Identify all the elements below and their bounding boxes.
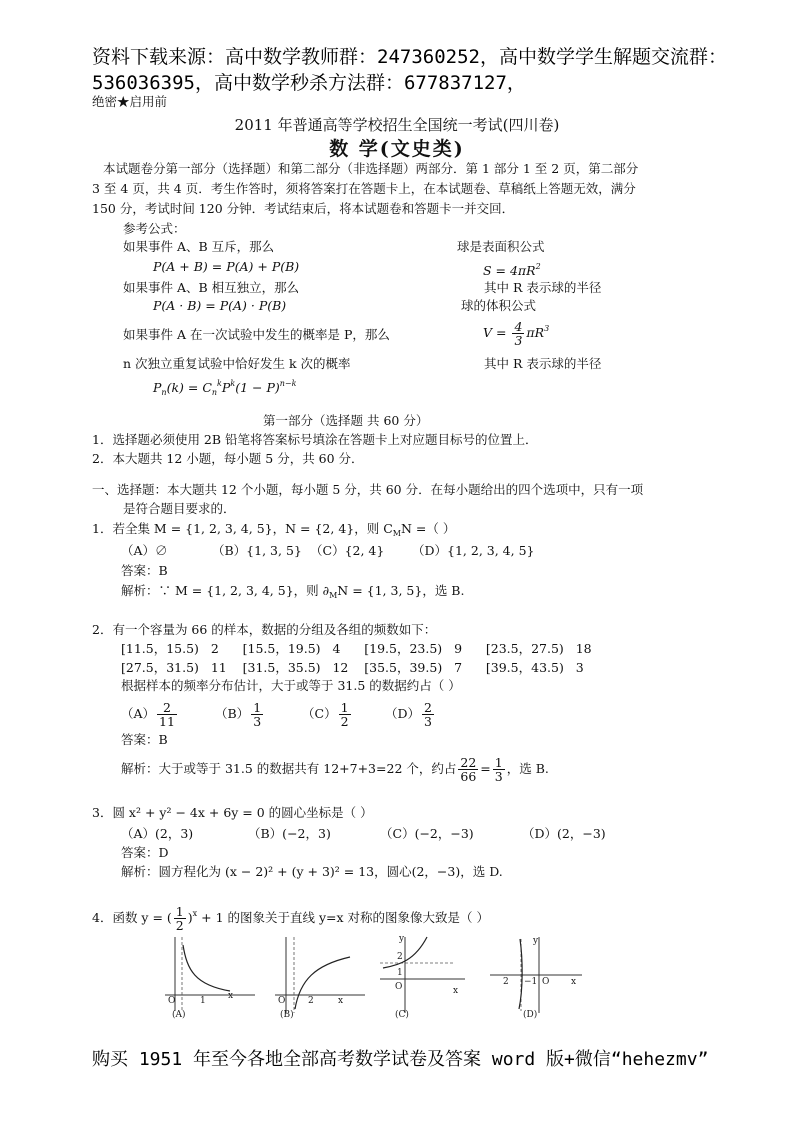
q1-stem: 1．若全集 M = {1, 2, 3, 4, 5}，N = {2, 4}，则 $C_MN$ =（ ）: [92, 521, 456, 538]
q2-option-d: （D） $\frac{2}{3}$: [385, 700, 432, 729]
intro-line-3: 150 分，考试时间 120 分钟．考试结束后，将本试题卷和答题卡一并交回．: [92, 201, 515, 216]
intro-line-1: 本试题卷分第一部分（选择题）和第二部分（非选择题）两部分．第 1 部分 1 至 2 页，第二部分: [103, 161, 639, 176]
q3-answer: 答案：D: [121, 845, 169, 860]
header-line-1: 资料下载来源：高中数学教师群：247360252，高中数学学生解题交流群：: [92, 46, 727, 68]
section-line-2: 是符合题目要求的．: [123, 501, 236, 516]
q1-analysis: 解析：∵ M = {1, 2, 3, 4, 5}，则 $\partial_MN = \{1$, 3, 5}，选 B.: [121, 583, 465, 600]
q2-stem: 2．有一个容量为 66 的样本，数据的分组及各组的频数如下：: [92, 622, 437, 637]
q2-option-c: （C） $\frac{1}{2}$: [302, 700, 349, 729]
q2-option-a: （A） $\frac{2}{11}$: [121, 700, 175, 729]
svg-text:2: 2: [397, 952, 403, 962]
graph-a: [160, 935, 260, 1020]
section-line-1: 一、选择题：本大题共 12 个小题，每小题 5 分，共 60 分．在每小题给出的四个选项中，只有一项: [92, 482, 644, 497]
part1-note-1: 1．选择题必须使用 2B 铅笔将答案标号填涂在答题卡上对应题目标号的位置上．: [92, 432, 538, 447]
q1-answer: 答案：B: [121, 563, 168, 578]
q2-ask: 根据样本的频率分布估计，大于或等于 31.5 的数据约占（ ）: [121, 678, 461, 693]
svg-text:O: O: [395, 982, 403, 992]
graph-b: [270, 935, 370, 1020]
formula-right-4: 其中 R 表示球的半径: [484, 356, 602, 371]
header-line-2: 536036395，高中数学秒杀方法群：677837127，: [92, 72, 526, 94]
svg-text:2: 2: [308, 996, 314, 1006]
svg-text:2: 2: [503, 977, 509, 987]
q3-option-b: （B）(−2，3): [248, 826, 331, 841]
q3-option-a: （A）(2，3): [121, 826, 194, 841]
graph-a-label: (A): [172, 1010, 186, 1020]
formula-right-3: 球的体积公式: [461, 298, 537, 313]
svg-text:1: 1: [200, 996, 206, 1006]
q1-option-c: （C）{2, 4}: [310, 543, 385, 558]
svg-text:O: O: [542, 977, 550, 987]
formula-left-3: 如果事件 A 在一次试验中发生的概率是 P，那么: [123, 327, 390, 342]
q2-answer: 答案：B: [121, 732, 168, 747]
graph-d: [487, 935, 587, 1020]
svg-text:x: x: [338, 996, 344, 1006]
svg-text:x: x: [571, 977, 577, 987]
q1-option-b: （B）{1, 3, 5}: [212, 543, 302, 558]
q3-stem: 3．圆 x² + y² − 4x + 6y = 0 的圆心坐标是（ ）: [92, 805, 373, 820]
q2-row-1: [11.5，15.5) 2 [15.5，19.5) 4 [19.5，23.5) 9 [23.5，27.5) 18: [121, 641, 592, 656]
q2-option-b: （B） $\frac{1}{3}$: [215, 700, 262, 729]
q4-stem: 4．函数 y = ( $\frac{1}{2}$ )$^x$ + 1 的图象关于直线 y=x 对称的图象像大致是（ ）: [92, 904, 490, 933]
formulas-heading: 参考公式：: [123, 221, 186, 236]
svg-text:x: x: [228, 991, 234, 1001]
formula-sphere-area: $S = 4\pi R^2$: [483, 262, 541, 278]
graph-c: [375, 935, 475, 1020]
svg-text:x: x: [453, 986, 459, 996]
footer-ad: 购买 1951 年至今各地全部高考数学试卷及答案 word 版+微信“hehezmv”: [92, 1049, 709, 1070]
confidential-mark: 绝密★启用前: [92, 94, 168, 109]
q2-analysis: 解析：大于或等于 31.5 的数据共有 12+7+3=22 个，约占 $\frac{22}{66}$ = $\frac{1}{3}$ ，选 B.: [121, 755, 549, 784]
formula-left-2: 如果事件 A、B 相互独立，那么: [123, 280, 300, 295]
formula-right-1: 球是表面积公式: [457, 239, 545, 254]
svg-text:y: y: [399, 935, 405, 944]
intro-line-2: 3 至 4 页，共 4 页．考生作答时，须将答案打在答题卡上，在本试题卷、草稿纸上答题无效，满分: [92, 181, 636, 196]
svg-text:−1: −1: [524, 977, 538, 987]
q3-analysis: 解析：圆方程化为 (x − 2)² + (y + 3)² = 13，圆心(2，−3)，选 D.: [121, 864, 503, 879]
graph-d-label: (D): [523, 1010, 538, 1020]
q2-row-2: [27.5，31.5) 11 [31.5，35.5) 12 [35.5，39.5) 7 [39.5，43.5) 3: [121, 660, 584, 675]
svg-text:1: 1: [397, 968, 403, 978]
formula-binomial: $P_n(k) = C_n^kP^k(1 - P)^{n-k}$: [153, 379, 297, 397]
q1-option-d: （D）{1, 2, 3, 4, 5}: [412, 543, 535, 558]
q1-option-a: （A）∅: [121, 543, 168, 558]
svg-text:O: O: [278, 996, 286, 1006]
formula-left-f1: P(A + B) = P(A) + P(B): [153, 259, 300, 274]
formula-sphere-volume: V = $\frac{4}{3}$ $\pi R^3$: [483, 319, 550, 348]
formula-right-2: 其中 R 表示球的半径: [484, 280, 602, 295]
svg-text:y: y: [533, 936, 539, 946]
exam-subtitle: 数 学(文史类): [329, 138, 465, 160]
svg-text:O: O: [168, 996, 176, 1006]
formula-left-f2: P(A · B) = P(A) · P(B): [153, 298, 287, 313]
graph-b-label: (B): [280, 1010, 294, 1020]
part1-heading: 第一部分（选择题 共 60 分）: [263, 413, 429, 428]
q3-option-d: （D）(2，−3): [522, 826, 606, 841]
q3-option-c: （C）(−2，−3): [380, 826, 474, 841]
exam-title: 2011 年普通高等学校招生全国统一考试(四川卷): [234, 116, 560, 134]
formula-left-4: n 次独立重复试验中恰好发生 k 次的概率: [123, 356, 351, 371]
part1-note-2: 2．本大题共 12 小题，每小题 5 分，共 60 分．: [92, 451, 364, 466]
graph-c-label: (C): [395, 1010, 409, 1020]
formula-left-1: 如果事件 A、B 互斥，那么: [123, 239, 275, 254]
